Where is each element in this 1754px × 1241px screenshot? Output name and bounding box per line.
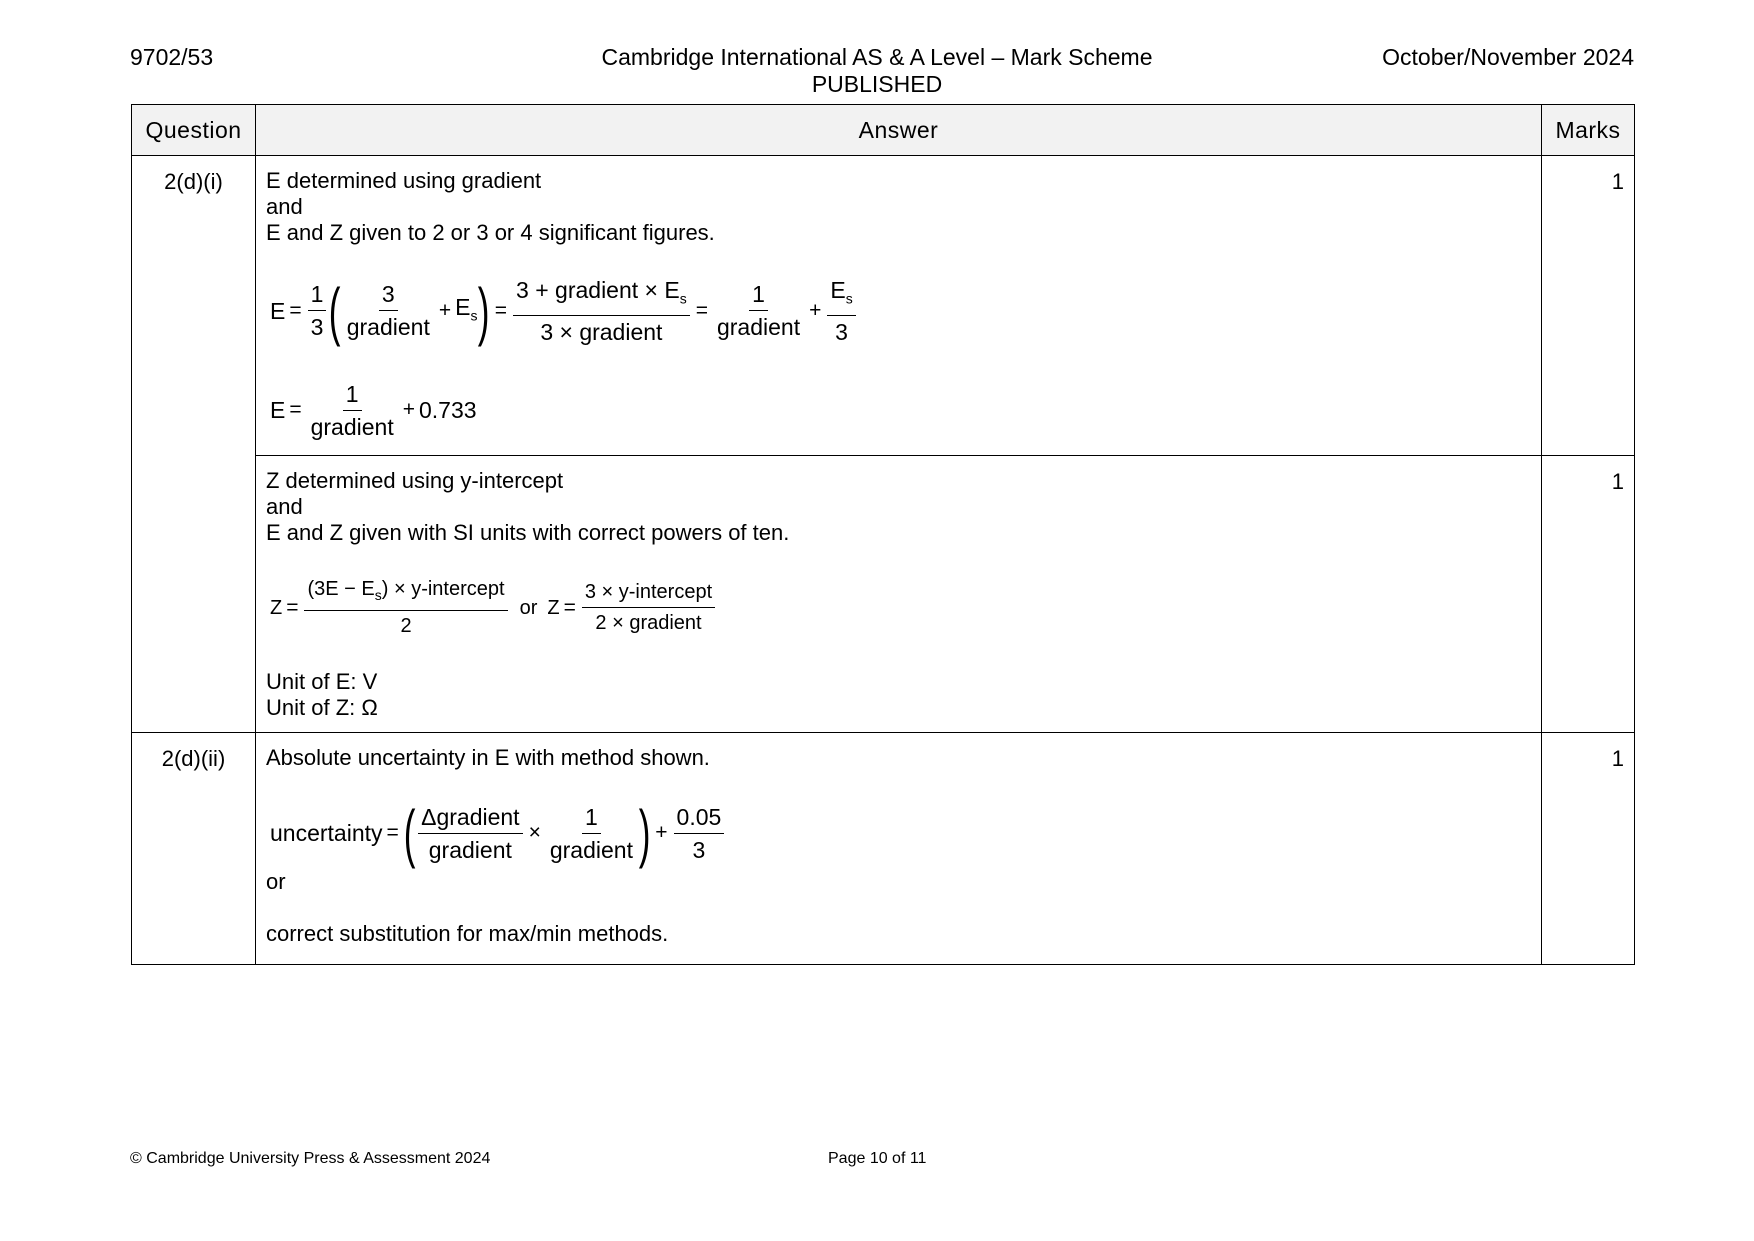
question-number: 2(d)(ii): [132, 733, 256, 965]
question-number: 2(d)(i): [132, 156, 256, 733]
published-label: PUBLISHED: [811, 71, 943, 97]
table-row: [132, 156, 1635, 456]
equation-e-numeric: E = $\frac{1}{\text{gradient}}$ + 0.733: [270, 380, 477, 440]
marks-column-header: Marks: [1542, 105, 1635, 156]
answer-line: and: [266, 194, 303, 219]
marks-value: 1: [1542, 456, 1635, 733]
answer-cell: [256, 156, 1542, 456]
copyright-notice: © Cambridge University Press & Assessment 2024: [130, 1150, 491, 1167]
answer-line: and: [266, 494, 303, 519]
equation-e-derivation: E = $\frac{1}{3}$ ( $\frac{3}{\text{gradient}}$ + $E_s$ ) = $\frac{3 + gradient \times E_s}{\text{3 × gradient}}$ = $\frac{1}{\text{gradient}}$ + $\frac{E_s}{3}$: [270, 276, 1531, 346]
equation-uncertainty: uncertainty = ( $\frac{\text{Δgradient}}{\text{gradient}}$ × $\frac{1}{\text{gradient}}$ ) + $\frac{0.05}{3}$: [270, 801, 1531, 865]
answer-line: E and Z given with SI units with correct powers of ten.: [266, 520, 790, 545]
or-text: or: [519, 596, 538, 619]
answer-line: E and Z given to 2 or 3 or 4 significant figures.: [266, 220, 715, 245]
constant-value: 0.733: [419, 397, 477, 424]
table-row: [132, 456, 1635, 733]
answer-column-header: Answer: [256, 105, 1542, 156]
answer-cell: [256, 733, 1542, 965]
exam-session: October/November 2024: [1382, 44, 1634, 70]
answer-line: correct substitution for max/min methods.: [266, 921, 669, 946]
mark-scheme-table: [131, 104, 1635, 965]
page-number: Page 10 of 11: [828, 1150, 927, 1167]
answer-line: Absolute uncertainty in E with method shown.: [266, 745, 710, 770]
marks-value: 1: [1542, 733, 1635, 965]
title-line: Cambridge International AS & A Level – Mark Scheme: [601, 44, 1153, 70]
table-header-row: [132, 105, 1635, 156]
equation-z: Z = $\frac{(3E - E_s) \times y-intercept}{2}$ or Z = $\frac{\text{3 × y-intercept}}{\text{2 × gradient}}$: [270, 576, 1531, 639]
table-row: [132, 733, 1635, 965]
unit-z: Unit of Z: Ω: [266, 695, 378, 720]
marks-value: 1: [1542, 156, 1635, 456]
answer-line: E determined using gradient: [266, 168, 542, 193]
answer-line: Z determined using y-intercept: [266, 468, 564, 493]
unit-e: Unit of E: V: [266, 669, 378, 694]
answer-line: or: [266, 869, 286, 894]
question-column-header: Question: [132, 105, 256, 156]
answer-cell: [256, 456, 1542, 733]
paper-code: 9702/53: [130, 44, 214, 70]
